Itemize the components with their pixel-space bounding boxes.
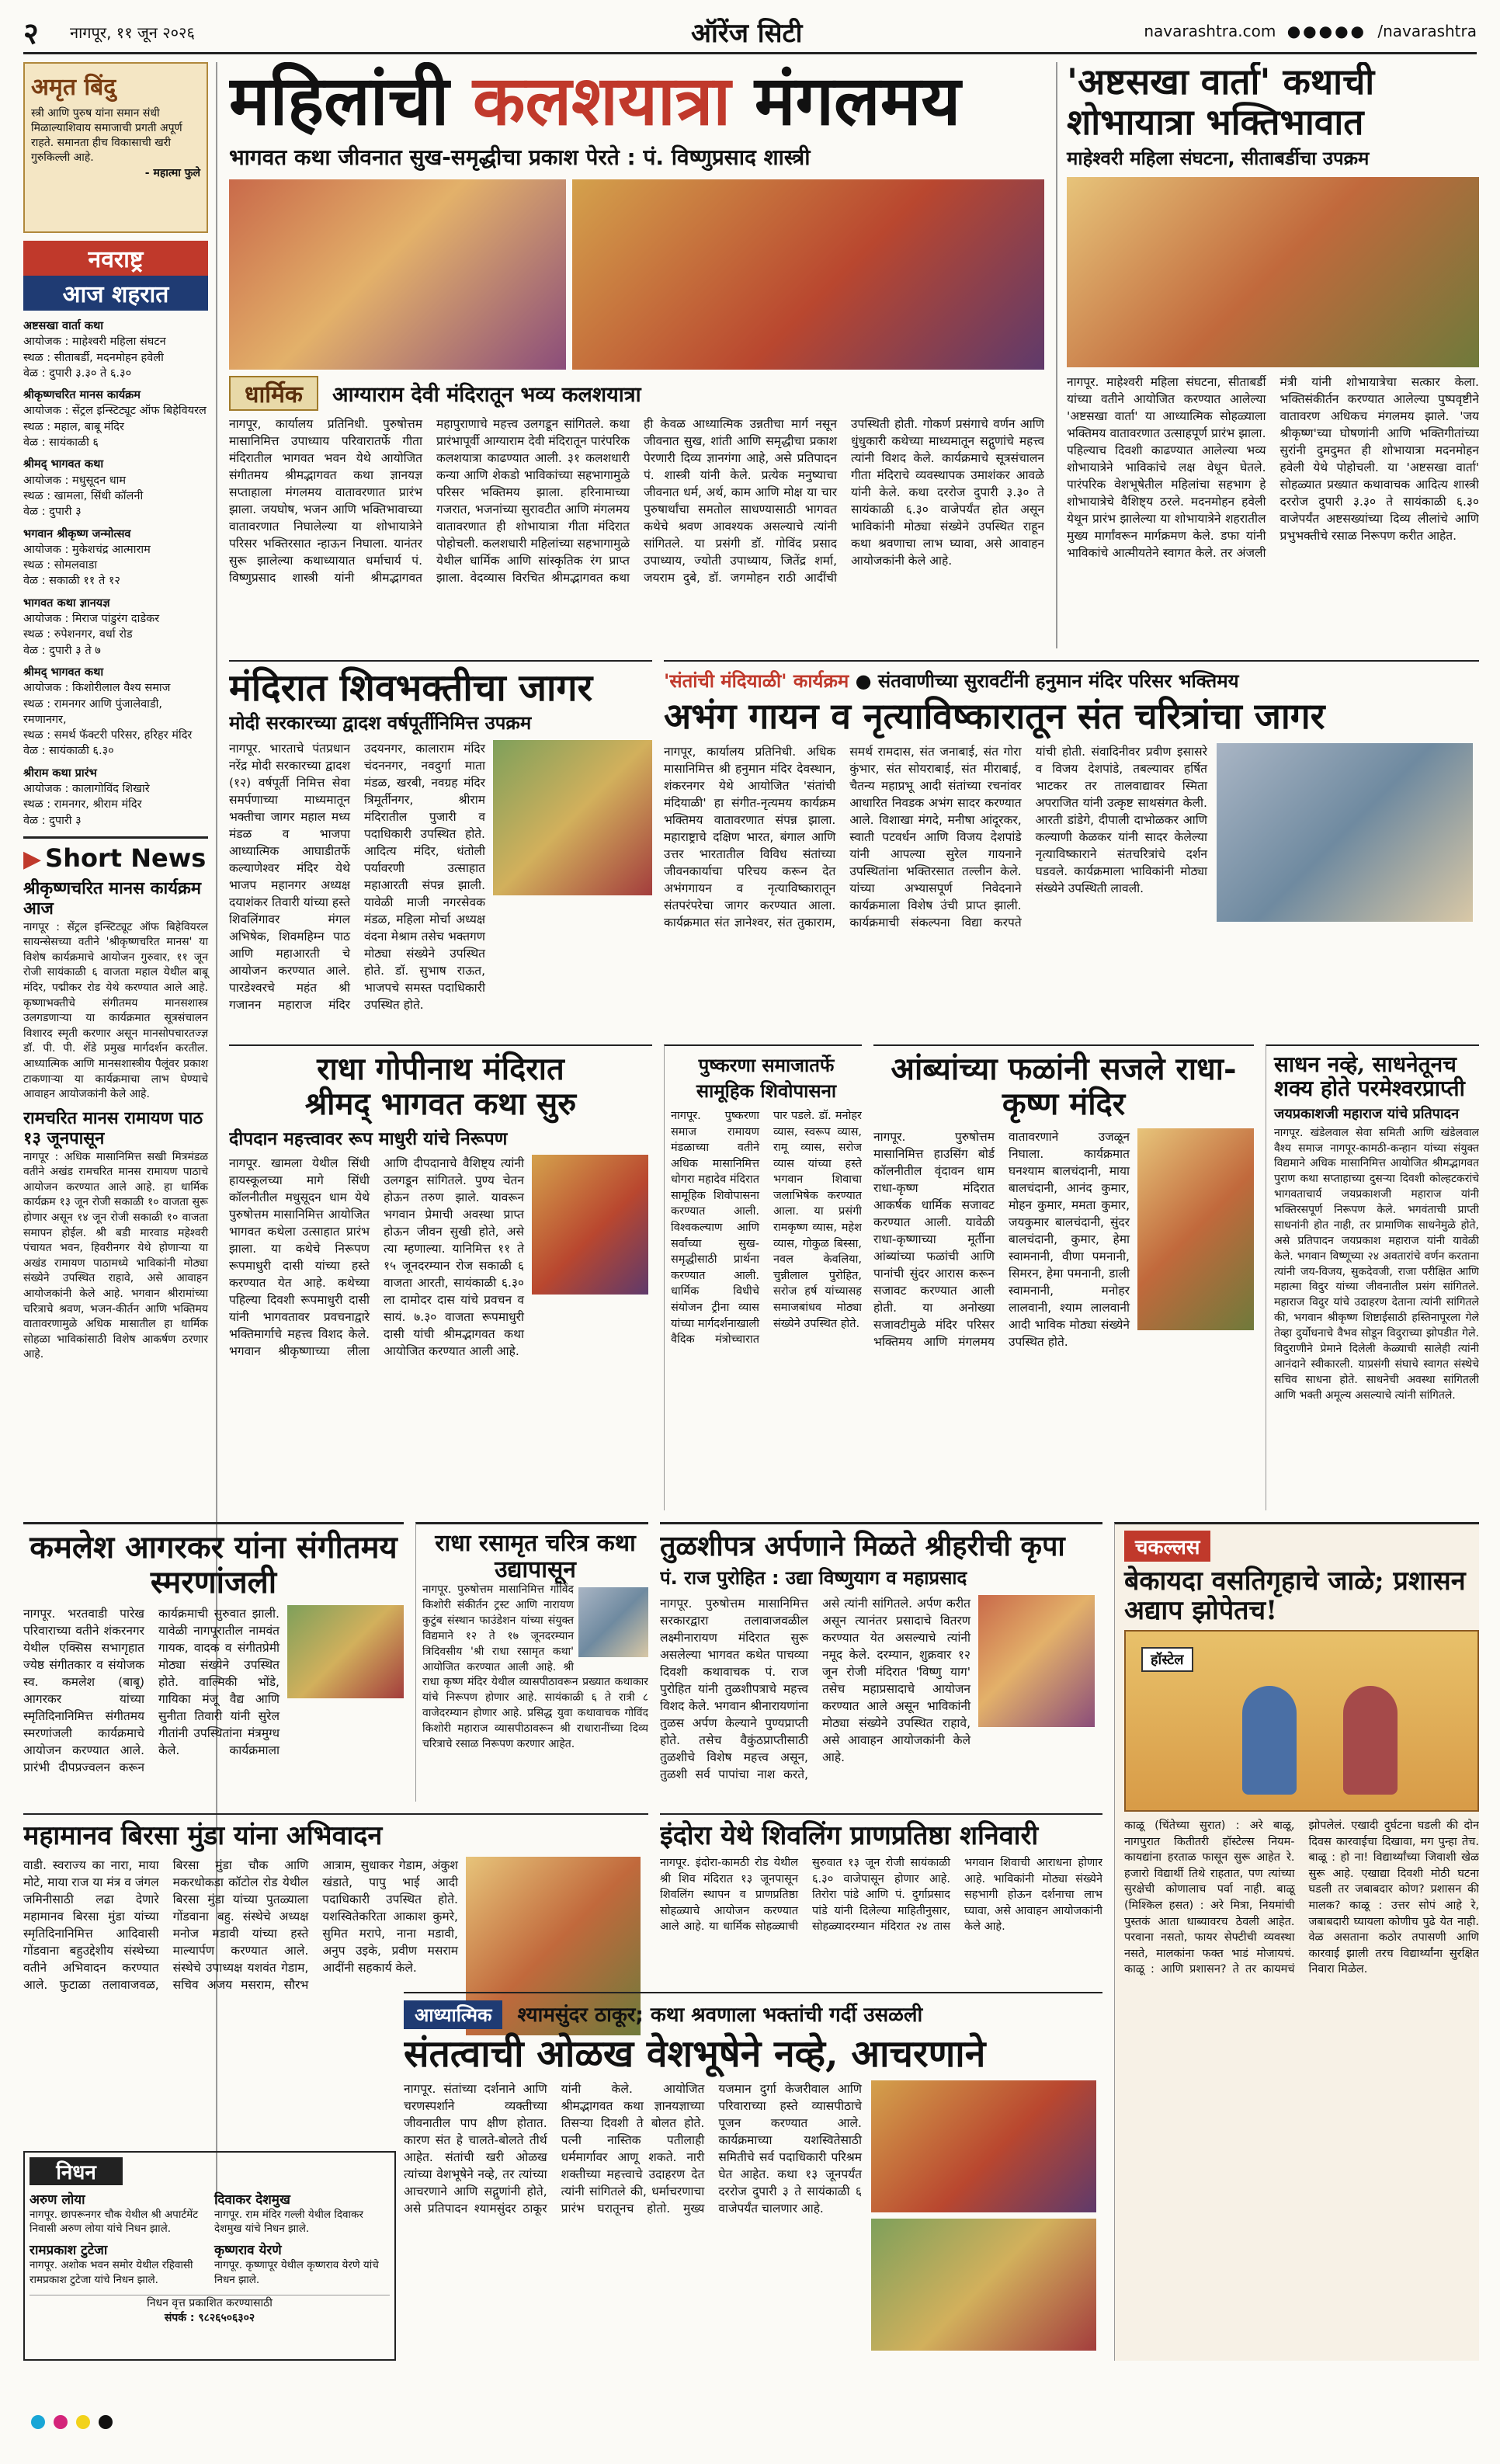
chaklas-label: चकल्लस xyxy=(1124,1531,1210,1562)
site-link[interactable] xyxy=(1144,22,1477,40)
site-url[interactable]: navarashtra.com xyxy=(1144,22,1276,40)
nidhan-name: रामप्रकाश टुटेजा xyxy=(30,2243,108,2259)
ashtsakha-body: नागपूर. माहेश्वरी महिला संघटना, सीताबर्डी यांच्या वतीने आयोजित करण्यात आलेल्या 'अष्टसखा वार्ता' या आध्यात्मिक सोहळ्याला भक्तिमय वातावरणात उत्साहपूर्ण प्रारंभ झाला. पहिल्याच दिवशी काढण्यात आलेल्या भव्य शोभायात्रेने भाविकांचे लक्ष वेधून घेतले. पारंपरिक वेशभूषेतील महिलांचा सहभाग हे शोभायात्रेचे वैशिष्ट्य ठरले. मदनमोहन हवेली येथून प्रारंभ झालेल्या या शोभायात्रेने शहरातील मुख्य मार्गांवरून मार्गक्रमण केले. डफा यांनी भाविकांचे आत्मीयतेने स्वागत केले. तर अंजली मंत्री यांनी शोभायात्रेचा सत्कार केला. भक्तिसंकीर्तन करण्यात आलेल्या पुष्पवृष्टीने वातावरण अधिकच मंगलमय झाले. 'जय श्रीकृष्ण'च्या घोषणांनी आणि भक्तिगीतांच्या सुरांनी दुमदुमत ही शोभायात्रा मदनमोहन हवेली येथे पोहोचली. या 'अष्टसखा वार्ता' सोहळ्यात प्रख्यात कथावाचक आदित्य शास्त्री दररोज दुपारी ३.३० ते सायंकाळी ६.३० वाजेपर्यंत अष्टसख्यांच्या दिव्य लीलांचे आणि प्रभुभक्तीचे रसाळ निरूपण करीत आहेत. xyxy=(1067,375,1479,561)
kamlesh-photo xyxy=(287,1605,404,1698)
quote-text: स्त्री आणि पुरुष यांना समान संधी मिळाल्याशिवाय समाजाची प्रगती अपूर्ण राहते. समानता हीच विकासाची खरी गुरुकिल्ली आहे. xyxy=(31,107,182,164)
adhyatmik-photo-2 xyxy=(871,2219,1096,2351)
sadhan-body: नागपूर. खंडेलवाल सेवा समिती आणि खंडेलवाल वैश्य समाज नागपूर-कामठी-कन्हान यांच्या संयुक्त विद्यमाने अधिक मासानिमित्त आयोजित श्रीमद्भागवत पुराण कथा सप्ताहाच्या दुसऱ्या दिवशी कोल्हटकरांचे भागवताचार्य जयप्रकाशजी महाराज यांनी भक्तिरसपूर्ण निरूपण केले. भगवंताची प्राप्ती साधनांनी होत नाही, तर प्रामाणिक साधनेमुळे होते, असे प्रतिपादन जयप्रकाश महाराज यांनी यावेळी केले. भगवान विष्णूच्या २४ अवतारांचे वर्णन करताना त्यांनी जय-विजय, सुकदेवजी, राजा परीक्षित आणि महात्मा विदुर यांच्या जीवनातील प्रसंग सांगितले. महाराज विदुर यांचे उदाहरण देताना त्यांनी सांगितले की, भगवान श्रीकृष्ण शिष्टाईसाठी हस्तिनापूरला गेले तेव्हा दुर्योधनाचे वैभव सोडून विदुराच्या झोपडीत गेले. विदुराणीने प्रेमाने दिलेली केळ्याची सालेही त्यांनी आनंदाने स्वीकारली. याप्रसंगी संघाचे स्वागत संस्थेचे सचिव साधना होते. साधनेची अवस्था सांगितली आणि भक्ती अमूल्य असल्याचे त्यांनी सांगितले. xyxy=(1274,1126,1479,1402)
event-line: आयोजक : मुकेशचंद्र आत्माराम xyxy=(23,543,151,556)
lead-story xyxy=(229,62,1044,648)
event-title: अष्टसखा वार्ता कथा xyxy=(23,320,104,332)
print-registration-marks xyxy=(31,2415,1469,2446)
event-item xyxy=(23,665,208,759)
event-item xyxy=(23,318,208,381)
lead-inner-head: आग्याराम देवी मंदिरातून भव्य कलशयात्रा xyxy=(332,382,641,407)
event-line: आयोजक : मिराज पांडुरंग दाडेकर xyxy=(23,613,160,626)
edition-title: ऑरेंज सिटी xyxy=(691,18,803,49)
santanchi-tag: 'संतांची मंदियाळी' कार्यक्रम xyxy=(664,670,849,692)
yellow-dot-icon xyxy=(76,2415,90,2429)
event-item xyxy=(23,766,208,829)
sadhan-headline: साधन नव्हे, साधनेतूनच शक्य होते परमेश्वरप्राप्ती xyxy=(1274,1051,1465,1102)
nidhan-name: अरुण लोया xyxy=(30,2192,85,2208)
nidhan-notice-text: निधन वृत्त प्रकाशित करण्यासाठी xyxy=(147,2296,273,2309)
brand-label: नवराष्ट्र xyxy=(23,241,208,276)
pushkarna-body: नागपूर. पुष्करणा समाज रामायण मंडळाच्या वतीने अधिक मासानिमित्त धोगरा महादेव मंदिरात सामूहिक शिवोपासना करण्यात आली. विश्वकल्याण आणि सर्वांच्या सुख-समृद्धीसाठी प्रार्थना करण्यात आली. धार्मिक विधीचे संयोजन ट्रीना व्यास यांच्या मार्गदर्शनाखाली वैदिक मंत्रोच्चारात पार पडले. डॉ. मनोहर व्यास, स्वरूप व्यास, रामू व्यास, सरोज व्यास यांच्या हस्ते भगवान शिवाचा जलाभिषेक करण्यात आला. या प्रसंगी रामकृष्ण व्यास, महेश व्यास, गोकुळ बिस्सा, नवल केवलिया, चुन्नीलाल पुरोहित, सरोज हर्ष यांच्यासह समाजबांधव मोठ्या संख्येने उपस्थित होते. xyxy=(671,1110,862,1347)
pushkarna-headline: पुष्करणा समाजातर्फे सामूहिक शिवोपासना xyxy=(696,1055,837,1102)
chaklas-column xyxy=(1114,1522,1479,2361)
event-line: स्थळ : महाल, बाबू मंदिर xyxy=(23,420,124,433)
ambyanchya-headline: आंब्यांच्या फळांनी सजले राधा-कृष्ण मंदिर xyxy=(891,1051,1237,1122)
nidhan-item xyxy=(214,2240,390,2286)
chaklas-tag xyxy=(1124,1531,1479,1562)
radha-body: नागपूर. खामला येथील सिंधी हायस्कूलच्या मागे सिंधी कॉलनीतील मधुसूदन धाम येथे पुरुषोत्तम मासानिमित्त आयोजित भागवत कथेला उत्साहात प्रारंभ झाला. या कथेचे निरूपण रूपमाधुरी दासी यांच्या हस्ते करण्यात येत आहे. कथेच्या पहिल्या दिवशी रूपमाधुरी दासी यांनी भागवतावर प्रवचनाद्वारे भक्तिमार्गाचे महत्त्व विशद केले. भगवान श्रीकृष्णाच्या लीला आणि दीपदानाचे वैशिष्ट्य त्यांनी उलगडून सांगितले. पुण्य चेतन होऊन तरुण झाले. यावरून भगवान प्रेमाची अवस्था प्राप्त होऊन जीवन सुखी होते, असे त्या म्हणाल्या. यानिमित्त ११ ते १५ जूनदरम्यान रोज सकाळी ६ वाजता आरती, सायंकाळी ६.३० ला दामोदर दास यांचे प्रवचन व सायं. ७.३० वाजता रूपमाधुरी दासी यांची श्रीमद्भागवत कथा आयोजित करण्यात आली आहे. xyxy=(229,1156,524,1358)
cyan-dot-icon xyxy=(31,2415,45,2429)
social-handle[interactable]: /navarashtra xyxy=(1377,22,1477,40)
black-dot-icon xyxy=(99,2415,113,2429)
ambyanchya-story xyxy=(873,1044,1254,1510)
event-item xyxy=(23,387,208,450)
nidhan-item xyxy=(30,2240,205,2286)
short-news-label: Short News xyxy=(45,843,207,873)
cartoon-figure-2 xyxy=(1343,1686,1398,1795)
pushkarna-story xyxy=(664,1044,862,1510)
section-tag-dharmik: धार्मिक xyxy=(229,376,318,411)
events-list xyxy=(23,318,208,829)
radha-rasa-photo xyxy=(578,1587,648,1657)
shivbhakti-story xyxy=(229,660,652,1033)
tulsi-subtitle: पं. राज पुरोहित : उद्या विष्णुयाग व महाप्रसाद xyxy=(660,1567,967,1590)
event-item xyxy=(23,527,208,589)
shivbhakti-body: नागपूर. भारताचे पंतप्रधान नरेंद्र मोदी सरकारच्या द्वादश (१२) वर्षपूर्ती निमित्त सेवा समर्पणाच्या माध्यमातून भक्तीचा जागर महाल मध्य मंडळ व भाजपा आध्यात्मिक आघाडीतर्फे कल्याणेश्वर मंदिर येथे भाजप महानगर अध्यक्ष दयाशंकर तिवारी यांच्या हस्ते शिवलिंगावर मंगल अभिषेक, शिवमहिम्न पाठ आणि महाआरती चे आयोजन करण्यात आले. पारडेश्वरचे महंत श्री गजानन महाराज मंदिर उदयनगर, कालाराम मंदिर चंदननगर, नवदुर्गा माता मंडळ, खरबी, नवग्रह मंदिर त्रिमूर्तीनगर, श्रीराम मंदिरातील पुजारी व पदाधिकारी उपस्थित होते. आदित्य मंदिर, धंतोली पर्यावरणी उत्साहात महाआरती संपन्न झाली. यावेळी माजी नगरसेवक मंडळ, महिला मोर्चा अध्यक्ष वंदना मेश्राम तसेच भक्तगण मोठ्या संख्येने उपस्थित होते. डॉ. सुभाष राऊत, भाजपचे समस्त पदाधिकारी उपस्थित होते. xyxy=(229,741,485,1012)
magenta-dot-icon xyxy=(54,2415,68,2429)
social-icons[interactable]: ●●●●● xyxy=(1286,22,1366,40)
tulsi-photo xyxy=(978,1595,1095,1727)
lead-tagline xyxy=(229,376,1044,411)
event-item xyxy=(23,596,208,659)
ashtsakha-photo xyxy=(1067,177,1479,367)
cartoon-figure-1 xyxy=(1242,1686,1297,1795)
nidhan-box xyxy=(23,2151,396,2361)
indore-story xyxy=(660,1813,1102,1984)
event-line: स्थळ : सीताबर्डी, मदनमोहन हवेली xyxy=(23,351,164,364)
nidhan-item xyxy=(214,2190,390,2236)
chaklas-headline: बेकायदा वसतिगृहाचे जाळे; प्रशासन अद्याप झोपेतच! xyxy=(1124,1566,1466,1627)
event-title: श्रीमद् भागवत कथा xyxy=(23,666,104,679)
event-line: स्थळ : रामनगर आणि पुंजालेवाडी, रमणानगर, xyxy=(23,697,163,726)
event-line: स्थळ : खामला, सिंधी कॉलनी xyxy=(23,489,144,502)
event-line: वेळ : दुपारी ३ xyxy=(23,814,82,827)
lead-headline-b: कलशयात्रा xyxy=(472,62,731,141)
event-line: स्थळ : समर्थ फॅक्टरी परिसर, हरिहर मंदिर xyxy=(23,729,193,742)
event-line: वेळ : दुपारी ३ ते ७ xyxy=(23,644,101,657)
radha-headline: राधा गोपीनाथ मंदिरात xyxy=(317,1051,564,1087)
adhyatmik-photo-1 xyxy=(871,2080,1096,2212)
event-title: भगवान श्रीकृष्ण जन्मोत्सव xyxy=(23,527,131,540)
hostel-sign: हॉस्टेल xyxy=(1141,1647,1193,1672)
sadhan-subtitle: जयप्रकाशजी महाराज यांचे प्रतिपादन xyxy=(1274,1105,1460,1122)
tulsi-body: नागपूर. पुरुषोत्तम मासानिमित्त सरकारद्वारा तलावाजवळील लक्ष्मीनारायण मंदिरात सुरू असलेल्या भागवत कथेत पाचव्या दिवशी कथावाचक पं. राज पुरोहित यांनी तुळशीपत्राचे महत्त्व विशद केले. भगवान श्रीनारायणांना तुळस अर्पण केल्याने पुण्यप्राप्ती होते. तसेच वैकुंठप्राप्तीसाठी तुळशीचे विशेष महत्त्व असून, तुळशी सर्व पापांचा नाश करते, असे त्यांनी सांगितले. अर्पण करीत असून त्यानंतर प्रसादाचे वितरण करण्यात येत असल्याचे त्यांनी नमूद केले. दरम्यान, शुक्रवार १२ जून रोजी मंदिरात 'विष्णु याग' तसेच महाप्रसादाचे आयोजन करण्यात आले असून भाविकांनी मोठ्या संख्येने उपस्थित राहावे, असे आवाहन आयोजकांनी केले आहे. xyxy=(660,1597,970,1782)
event-line: आयोजक : सेंट्रल इन्स्टिट्यूट ऑफ बिहेवियरल xyxy=(23,405,207,418)
short-news-head: रामचरित मानस रामायण पाठ १३ जूनपासून xyxy=(23,1108,203,1149)
lead-subtitle: भागवत कथा जीवनात सुख-समृद्धीचा प्रकाश पेरते : पं. विष्णुप्रसाद शास्त्री xyxy=(229,144,811,170)
event-line: वेळ : दुपारी ३ xyxy=(23,506,82,519)
masthead xyxy=(23,8,1477,54)
event-line: वेळ : दुपारी ३.३० ते ६.३० xyxy=(23,367,132,380)
ambyanchya-photo xyxy=(1137,1128,1254,1330)
nidhan-list xyxy=(30,2190,390,2292)
lead-headline-c: मंगलमय xyxy=(731,62,961,141)
amrut-title: अमृत बिंदु xyxy=(31,74,116,101)
page-number: २ xyxy=(23,16,39,50)
lead-photo-1 xyxy=(229,179,566,370)
short-news-header xyxy=(23,836,208,873)
kamlesh-story xyxy=(23,1522,404,1802)
radha-rasa-headline: राधा रसामृत चरित्र कथा उद्यापासून xyxy=(435,1530,636,1583)
santanchi-body: नागपूर, कार्यालय प्रतिनिधी. अधिक मासानिमित्त श्री हनुमान मंदिर देवस्थान, शंकरनगर येथे आयोजित 'संतांची मंदियाळी' हा संगीत-नृत्यमय कार्यक्रम भक्तिमय वातावरणात संपन्न झाला. महाराष्ट्राचे दक्षिण भारत, बंगाल आणि उत्तर भारतातील विविध संतांच्या जीवनकार्याचा परिचय करून देत अभंगगायन व नृत्याविष्कारातून संतपरंपरेचा जागर करण्यात आला. कार्यक्रमात संत ज्ञानेश्वर, संत तुकाराम, समर्थ रामदास, संत जनाबाई, संत गोरा कुंभार, संत सोयराबाई, संत मीराबाई, चैतन्य महाप्रभू आदी संतांच्या रचनांवर आधारित निवडक अभंग सादर करण्यात आले. विशाखा मंगदे, मनीषा आंदूरकर, स्वाती पटवर्धन आणि विजय देशपांडे यांनी आपल्या सुरेल गायनाने उपस्थितांना भक्तिरसात तल्लीन केले. यांच्या अभ्यासपूर्ण निवेदनाने कार्यक्रमाला विशेष उंची प्राप्त झाली. कार्यक्रमाची संकल्पना विद्या करपते यांची होती. संवादिनीवर प्रवीण इसासरे व विजय देशपांडे, तबल्यावर हर्षित भाटकर तर तालवाद्यावर स्मिता अपराजित यांनी उत्कृष्ट साथसंगत केली. आरती डांडेगे, दीपाली दाभोळकर आणि कल्याणी केळकर यांनी सादर केलेल्या नृत्याविष्काराने संतचरित्रांचे दर्शन घडवले. कार्यक्रमाला भाविकांनी मोठ्या संख्येने उपस्थिती लावली. xyxy=(664,744,1207,930)
adhyatmik-story xyxy=(404,1992,1102,2361)
nidhan-item xyxy=(30,2190,205,2236)
nidhan-text: नागपूर. छापरूनगर चौक येथील श्री अपार्टमेंट निवासी अरुण लोया यांचे निधन झाले. xyxy=(30,2209,199,2236)
event-line: आयोजक : किशोरीलाल वैश्य समाज xyxy=(23,682,171,695)
birsa-headline: महामानव बिरसा मुंडा यांना अभिवादन xyxy=(23,1820,383,1851)
nidhan-notice xyxy=(30,2295,390,2325)
santanchi-photo xyxy=(1217,743,1473,922)
birsa-body: वाडी. स्वराज्य का नारा, माया मोटे, माया राज या मंत्र व जंगल जमिनीसाठी लढा देणारे महामानव बिरसा मुंडा यांच्या स्मृतिदिनानिमित्त आदिवासी गोंडवाना बहुउद्देशीय संस्थेच्या वतीने अभिवादन करण्यात आले. फुटाळा तलावाजवळ, बिरसा मुंडा चौक आणि मकरधोकडा कॉटोल रोड येथील बिरसा मुंडा यांच्या पुतळ्याला गोंडवाना बहु. संस्थेचे अध्यक्ष मनोज मडावी यांच्या हस्ते माल्यार्पण करण्यात आले. संस्थेचे उपाध्यक्ष यशवंत गेडाम, सचिव अजय मसराम, सौरभ आत्राम, सुधाकर गेडाम, अंकुश खंडाते, पापु भाई आदी पदाधिकारी उपस्थित होते. यशस्वितेकरिता आकाश कुमरे, सुमित मरापे, नाना मडावी, अनुप उइके, प्रवीण मसराम आदींनी सहकार्य केले. xyxy=(23,1858,458,1993)
adhyatmik-tag: आध्यात्मिक xyxy=(404,2000,502,2029)
shivbhakti-headline: मंदिरात शिवभक्तीचा जागर xyxy=(229,666,593,710)
edition-date: नागपूर, ११ जून २०२६ xyxy=(70,23,195,42)
radha-headline-2: श्रीमद् भागवत कथा सुरु xyxy=(304,1085,577,1122)
kamlesh-headline: कमलेश आगरकर यांना संगीतमय स्मरणांजली xyxy=(30,1529,398,1600)
event-line: आयोजक : माहेश्वरी महिला संघटन xyxy=(23,335,166,349)
event-line: वेळ : सायंकाळी ६.३० xyxy=(23,745,114,758)
event-line: स्थळ : सोमलवाडा xyxy=(23,559,98,572)
event-line: स्थळ : रुपेशनगर, वर्धा रोड xyxy=(23,628,133,641)
nidhan-text: नागपूर. राम मंदिर गल्ली येथील दिवाकर देशमुख यांचे निधन झाले. xyxy=(214,2209,363,2236)
nidhan-text: नागपूर. अशोक भवन समोर येथील रहिवासी रामप्रकाश टुटेजा यांचे निधन झाले. xyxy=(30,2259,193,2286)
shivbhakti-subtitle: मोदी सरकारच्या द्वादश वर्षपूर्तीनिमित्त उपक्रम xyxy=(229,711,532,734)
nidhan-name: कृष्णराव येरणे xyxy=(214,2243,282,2259)
nidhan-text: नागपूर. कृष्णापूर येथील कृष्णराव येरणे यांचे निधन झाले. xyxy=(214,2259,379,2286)
event-title: श्रीमद् भागवत कथा xyxy=(23,458,104,471)
lead-body: नागपूर, कार्यालय प्रतिनिधी. पुरुषोत्तम मासानिमित्त उपाध्याय परिवारातर्फे गीता मंदिरातील भागवत भवन येथे आयोजित संगीतमय श्रीमद्भागवत कथा ज्ञानयज्ञ सप्ताहाला मंगलमय वातावरणात प्रारंभ झाला. जयघोष, भजन आणि भक्तिभावाच्या वातावरणात निघालेल्या या शोभायात्रेने परिसर भक्तिरसात न्हाऊन निघाला. यानंतर सुरू झालेल्या कथाध्यायात धर्माचार्य पं. विष्णुप्रसाद शास्त्री यांनी श्रीमद्भागवत महापुराणाचे महत्त्व उलगडून सांगितले. कथा प्रारंभापूर्वी आग्याराम देवी मंदिरातून पारंपरिक कलशयात्रा काढण्यात आली. ३१ कलशधारी कन्या आणि शेकडो भाविकांच्या सहभागामुळे परिसर भक्तिमय झाला. हरिनामाच्या गजरात, भजनांच्या सुरावटीत आणि मंगलमय वातावरणात ही शोभायात्रा गीता मंदिरात पोहोचली. कलशधारी महिलांच्या सहभागामुळे येथील धार्मिक आणि सांस्कृतिक रंग प्राप्त झाला. वेदव्यास विरचित श्रीमद्भागवत कथा ही केवळ आध्यात्मिक उन्नतीचा मार्ग नसून जीवनात सुख, शांती आणि समृद्धीचा प्रकाश पेरणारी दिव्य ज्ञानगंगा आहे, असे प्रतिपादन पं. शास्त्री यांनी केले. प्रत्येक मनुष्याचा जीवनात धर्म, अर्थ, काम आणि मोक्ष या चार पुरुषार्थांचा समतोल साधण्यासाठी भागवत कथेचे श्रवण आवश्यक असल्याचे त्यांनी सांगितले. या प्रसंगी डॉ. गोविंद प्रसाद उपाध्याय, ज्योती उपाध्याय, जितेंद्र शर्मा, जयराम दुबे, डॉ. जगमोहन राठी आदींची उपस्थिती होती. गोकर्ण प्रसंगाचे वर्णन आणि धुंधुकारी कथेच्या माध्यमातून सद्गुणांचे महत्त्व त्यांनी विशद केले. कार्यक्रमाचे सूत्रसंचालन गीता मंदिराचे व्यवस्थापक उमाशंकर आवळे यांनी केले. कथा दररोज दुपारी ३.३० ते सायंकाळी ६.३० वाजेपर्यंत होत असून भाविकांनी मोठ्या संख्येने उपस्थित राहून कथा श्रवणाचा लाभ घ्यावा, असे आवाहन आयोजकांनी केले आहे. xyxy=(229,416,1044,585)
lead-headline xyxy=(229,62,1044,139)
kamlesh-body: नागपूर. भरतवाडी पारेख परिवाराच्या वतीने शंकरनगर येथील एक्सिस सभागृहात ज्येष्ठ संगीतकार व संयोजक स्व. कमलेश (बाबू) आगरकर यांच्या स्मृतिदिनानिमित्त संगीतमय स्मरणांजली कार्यक्रमाचे आयोजन करण्यात आले. प्रारंभी दीपप्रज्वलन करून कार्यक्रमाची सुरुवात झाली. यावेळी नागपूरातील नामवंत गायक, वादक व संगीतप्रेमी मोठ्या संख्येने उपस्थित होते. वाल्मिकी भोंडे, गायिका मंजू वैद्य आणि सुनीता तिवारी यांनी सुरेल गीतांनी उपस्थितांना मंत्रमुग्ध केले. कार्यक्रमाला xyxy=(23,1606,280,1774)
adhyatmik-body: नागपूर. संतांच्या दर्शनाने आणि चरणस्पर्शाने व्यक्तीच्या जीवनातील पाप क्षीण होतात. कारण संत हे चालते-बोलते तीर्थ आहेत. संतांची खरी ओळख त्यांच्या वेशभूषेने नव्हे, तर त्यांच्या आचरणाने आणि सद्गुणांनी होते, असे प्रतिपादन श्यामसुंदर ठाकूर यांनी केले. आयोजित श्रीमद्भागवत कथा ज्ञानयज्ञाच्या तिसऱ्या दिवशी ते बोलत होते. पत्नी नास्तिक पतीलाही धर्ममार्गावर आणू शकते. नारी शक्तीच्या महत्त्वाचे उदाहरण देत त्यांनी सांगितले की, धर्माचरणाचा प्रारंभ घरातूनच होतो. मुख्य यजमान दुर्गा केजरीवाल आणि परिवाराच्या हस्ते व्यासपीठाचे पूजन करण्यात आले. कार्यक्रमाच्या यशस्वितेसाठी समितीचे सर्व पदाधिकारी परिश्रम घेत आहेत. कथा १३ जूनपर्यंत दररोज दुपारी ३ ते सायंकाळी ६ वाजेपर्यंत चालणार आहे. xyxy=(404,2081,862,2216)
nidhan-name: दिवाकर देशमुख xyxy=(214,2192,290,2208)
quote-author: - महात्मा फुले xyxy=(144,166,200,179)
ashtsakha-headline: 'अष्टसखा वार्ता' कथाची शोभायात्रा भक्तिभावात xyxy=(1067,62,1375,143)
chaklas-cartoon xyxy=(1124,1630,1479,1812)
short-news-head: श्रीकृष्णचरित मानस कार्यक्रम आज xyxy=(23,878,202,919)
ashtsakha-subtitle: माहेश्वरी महिला संघटना, सीताबर्डीचा उपक्रम xyxy=(1067,148,1370,170)
event-line: स्थळ : रामनगर, श्रीराम मंदिर xyxy=(23,798,142,811)
tulsi-story xyxy=(660,1522,1102,1802)
amrut-bindu-box xyxy=(23,62,208,233)
radha-subtitle: दीपदान महत्त्वावर रूप माधुरी यांचे निरूपण xyxy=(229,1128,508,1149)
radha-photo xyxy=(532,1155,648,1295)
indore-body: नागपूर. इंदोरा-कामठी रोड येथील श्री शिव मंदिरात १३ जूनपासून शिवलिंग स्थापन व प्राणप्रतिष्ठा सोहळ्याचे आयोजन करण्यात आले आहे. या धार्मिक सोहळ्याची सुरुवात १३ जून रोजी सायंकाळी ६.३० वाजेपासून होणार आहे. तिरोरा पांडे आणि पं. दुर्गाप्रसाद पांडे यांनी दिलेल्या माहितीनुसार, सोहळ्यादरम्यान मंदिरात २४ तास भगवान शिवाची आराधना होणार आहे. भाविकांनी मोठ्या संख्येने सहभागी होऊन दर्शनाचा लाभ घ्यावा, असे आवाहन आयोजकांनी केले आहे. xyxy=(660,1857,1102,1934)
event-title: श्रीराम कथा प्रारंभ xyxy=(23,766,97,780)
santanchi-headline: अभंग गायन व नृत्याविष्कारातून संत चरित्रांचा जागर xyxy=(664,695,1325,737)
event-title: भागवत कथा ज्ञानयज्ञ xyxy=(23,596,110,610)
chaklas-body: काळू (चिंतेच्या सुरात) : अरे बाळू, नागपुरात कितीतरी हॉस्टेल्स नियम-कायद्यांना हरताळ फासून सुरू आहेत रे. हजारो विद्यार्थी तिथे राहतात, पण त्यांच्या सुरक्षेची कोणालाच पर्वा नाही. बाळू (मिश्किल हसत) : अरे मित्रा, नियमांची पुस्तकं आता धाब्यावरच ठेवली आहेत. परवाना नसतो, फायर सेफ्टीची व्यवस्था नसते, मालकांना फक्त भाडं मोजायचं. काळू : आणि प्रशासन? ते तर कायमचं झोपलेलं. एखादी दुर्घटना घडली की दोन दिवस कारवाईचा दिखावा, मग पुन्हा तेच. बाळू : हो ना! विद्यार्थ्यांच्या जिवाशी खेळ सुरू आहे. एखाद्या दिवशी मोठी घटना घडली तर जबाबदार कोण? प्रशासन की मालक? काळू : उत्तर सोपं आहे रे, जबाबदारी घ्यायला कोणीच पुढे येत नाही. वेळ असताना कठोर तपासणी आणि कारवाई झाली तरच विद्यार्थ्यांना सुरक्षित निवारा मिळेल. xyxy=(1124,1819,1479,1976)
radha-story xyxy=(229,1044,652,1510)
sadhan-story xyxy=(1266,1044,1479,1510)
event-line: आयोजक : मधुसूदन धाम xyxy=(23,474,127,487)
adhyatmik-tag-tail: श्यामसुंदर ठाकूर; कथा श्रवणाला भक्तांची गर्दी उसळली xyxy=(517,2004,923,2027)
shivbhakti-photo xyxy=(493,740,652,895)
short-news-arrow-icon: ▶ xyxy=(23,845,42,873)
bullet-icon: ● xyxy=(855,670,872,692)
nidhan-label: निधन xyxy=(30,2157,123,2185)
santanchi-tagline xyxy=(664,668,1479,693)
nidhan-phone: संपर्क : ९८२६५०६३०२ xyxy=(164,2311,255,2324)
event-title: श्रीकृष्णचरित मानस कार्यक्रम xyxy=(23,389,141,402)
lead-photo-row xyxy=(229,179,1044,370)
ambyanchya-body: नागपूर. पुरुषोत्तम मासानिमित्त हाउसिंग बोर्ड कॉलनीतील वृंदावन धाम राधा-कृष्ण मंदिरात आकर्षक धार्मिक सजावट करण्यात आली. यावेळी राधा-कृष्णाच्या मूर्तीना आंब्यांच्या फळांची आणि पानांची सुंदर आरास करून सजावट करण्यात आली होती. या अनोख्या सजावटीमुळे मंदिर परिसर भक्तिमय आणि मंगलमय वातावरणाने उजळून निघाला. कार्यक्रमात घनश्याम बालचंदानी, माया बालचंदानी, आनंद कुमार, मोहन कुमार, ममता कुमार, जयकुमार बालचंदानी, सुंदर बालचंदानी, कुमार, हेमा स्वामनानी, वीणा पमनानी, सिमरन, हेमा पमनानी, डाली स्वामनानी, मनोहर लालवानी, श्याम लालवानी आदी भाविक मोठ्या संख्येने उपस्थित होते. xyxy=(873,1129,1130,1349)
adhyatmik-tagline xyxy=(404,2000,1102,2029)
ashtsakha-story xyxy=(1056,62,1479,648)
lead-photo-2 xyxy=(572,179,1044,370)
santanchi-story xyxy=(664,660,1479,1033)
section-label: आज शहरात xyxy=(23,276,208,311)
short-news-body: नागपूर : अधिक मासानिमित्त सखी मित्रमंडळ वतीने अखंड रामचरित मानस रामायण पाठाचे आयोजन करण्यात आले आहे. हा धार्मिक कार्यक्रम १३ जून रोजी सकाळी १० वाजता सुरू होणार असून १४ जून रोजी सकाळी १० वाजता समापन होईल. श्री बडी मारवाड महेश्वरी पंचायत भवन, हिवरीनगर येथे होणाऱ्या या अखंड रामायण पाठामध्ये भाविकांनी मोठ्या संख्येने उपस्थित राहावे, असे आवाहन आयोजकांनी केले आहे. भगवान श्रीरामांच्या चरित्राचे श्रवण, भजन-कीर्तन आणि भक्तिमय वातावरणामुळे अधिक मासातील हा धार्मिक सोहळा भाविकांसाठी विशेष आकर्षण ठरणार आहे. xyxy=(23,1150,208,1361)
event-item xyxy=(23,457,208,520)
short-news-body: नागपूर : सेंट्रल इन्स्टिट्यूट ऑफ बिहेवियरल सायन्सेसच्या वतीने 'श्रीकृष्णचरित मानस' या विशेष कार्यक्रमाचे आयोजन गुरुवार, ११ जून रोजी सायंकाळी ६ वाजता महाल येथील बाबू मंदिर, पद्मीकर रोड येथे करण्यात आले आहे. कृष्णाभक्तीचे संगीतमय मानसशास्त्र उलगडणाऱ्या या कार्यक्रमात सूत्रसंचालन विशारद स्मृती करणार असून मानसोपचारतज्ज्ञ डॉ. पी. पी. शेंडे प्रमुख मार्गदर्शन करतील. आध्यात्मिक आणि मानसशास्त्रीय पैलूंवर प्रकाश टाकणाऱ्या या कार्यक्रमाचा लाभ घेण्याचे आवाहन आयोजकांनी केले आहे. xyxy=(23,920,208,1101)
event-line: वेळ : सकाळी ११ ते १२ xyxy=(23,575,120,588)
lead-headline-a: महिलांची xyxy=(229,62,473,141)
radha-rasa-story xyxy=(415,1522,648,1802)
adhyatmik-headline: संतत्वाची ओळख वेशभूषेने नव्हे, आचरणाने xyxy=(404,2032,986,2076)
santanchi-tag-tail: संतवाणीच्या सुरावटींनी हनुमान मंदिर परिसर भक्तिमय xyxy=(877,670,1239,692)
event-line: वेळ : सायंकाळी ६ xyxy=(23,436,99,450)
radha-rasa-body: नागपूर. पुरुषोत्तम मासानिमित्त गोविंद किशोरी संकीर्तन ट्रस्ट आणि नारायण कुटुंब संस्थान फाउंडेशन यांच्या संयुक्त विद्यमाने १२ ते १७ जूनदरम्यान त्रिदिवसीय 'श्री राधा रसामृत कथा' आयोजित करण्यात आली आहे. श्री राधा कृष्ण मंदिर येथील व्यासपीठावरून प्रख्यात कथाकार यांचे निरूपण होणार आहे. सायंकाळी ६ ते रात्री ८ वाजेदरम्यान होणार आहे. प्रसिद्ध युवा कथावाचक गोविंद किशोरी महाराज व्यासपीठावरून श्री राधारानींच्या दिव्य चरित्राचे रसाळ निरूपण करणार आहेत. xyxy=(422,1583,648,1750)
event-line: आयोजक : कालागोविंद शिखारे xyxy=(23,783,150,796)
short-news-list xyxy=(23,879,208,1363)
indore-headline: इंदोरा येथे शिवलिंग प्राणप्रतिष्ठा शनिवारी xyxy=(660,1820,1039,1851)
tulsi-headline: तुळशीपत्र अर्पणाने मिळते श्रीहरीची कृपा xyxy=(660,1530,1065,1562)
